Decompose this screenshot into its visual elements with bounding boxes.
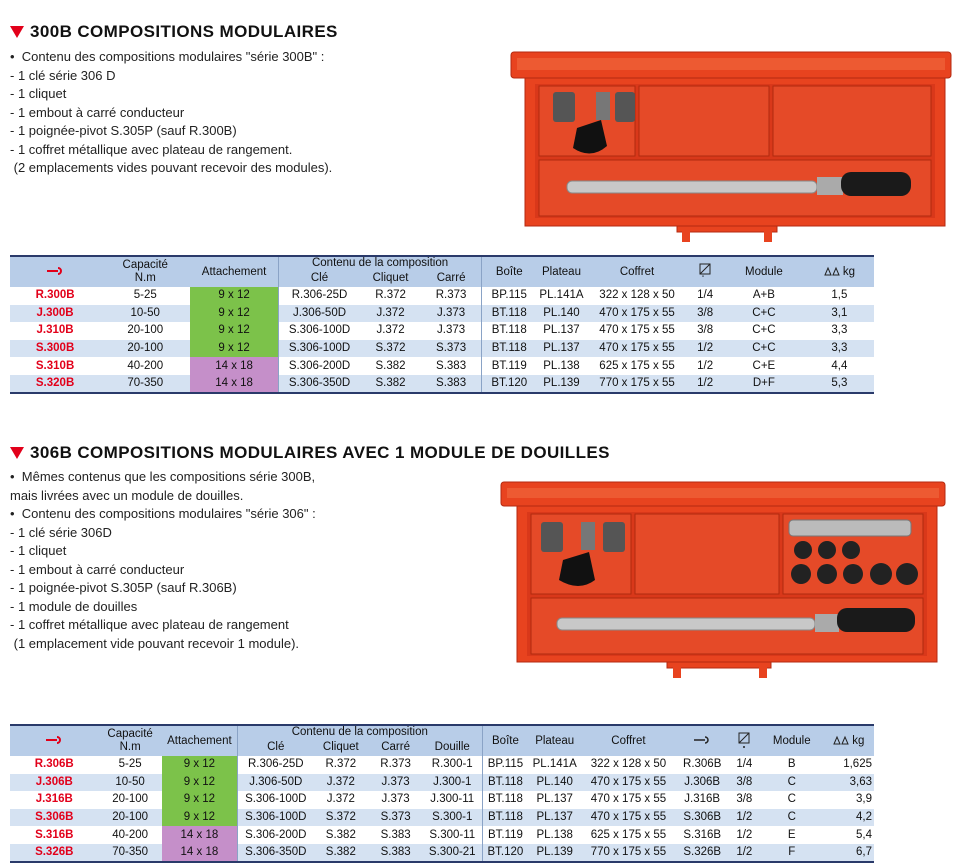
- description-line: - 1 coffret métallique avec plateau de rangement.: [10, 141, 293, 157]
- table-row: [10, 826, 874, 844]
- tray-cell: PL.140: [528, 774, 581, 792]
- weight-cell: 1,625: [823, 756, 874, 774]
- module-cell: C+C: [723, 305, 805, 323]
- section-306b-title: [10, 443, 610, 463]
- case-cell: 625 x 175 x 55: [581, 826, 676, 844]
- square-drive-header: [687, 256, 723, 287]
- square-drive-cell: 1/4: [729, 756, 761, 774]
- ratchet-cell: S.372: [313, 809, 368, 827]
- drive-cell: S.383: [368, 844, 423, 862]
- weight-icon: [824, 266, 840, 276]
- square-drive-icon: [699, 263, 711, 281]
- capacity-cell: 70-350: [99, 844, 162, 862]
- capacity-cell: 70-350: [100, 375, 190, 393]
- description-line: - 1 embout à carré conducteur: [10, 561, 185, 577]
- section-300b-description: [10, 48, 332, 178]
- wrench-cell: S.306-350D: [278, 375, 360, 393]
- tray-cell: PL.138: [528, 826, 581, 844]
- drive-cell: S.383: [368, 826, 423, 844]
- square-drive-cell: 3/8: [687, 305, 723, 323]
- ratchet-cell: S.382: [313, 844, 368, 862]
- table-row: [10, 756, 874, 774]
- case-cell: 770 x 175 x 55: [581, 844, 676, 862]
- socket-subheader: Douille: [423, 739, 482, 756]
- weight-cell: 3,3: [805, 340, 874, 358]
- ratchet-cell: S.382: [360, 375, 421, 393]
- module-cell: D+F: [723, 375, 805, 393]
- weight-cell: 5,4: [823, 826, 874, 844]
- reference-cell: S.300B: [10, 340, 100, 358]
- attachment-cell: 14 x 18: [190, 357, 278, 375]
- case-cell: 470 x 175 x 55: [581, 809, 676, 827]
- socket-cell: R.300-1: [423, 756, 482, 774]
- reference-cell: J.310B: [10, 322, 100, 340]
- drive-cell: S.373: [421, 340, 482, 358]
- ratchet-subheader: Cliquet: [313, 739, 368, 756]
- wrench-cell: S.306-200D: [278, 357, 360, 375]
- weight-header: kg: [805, 256, 874, 287]
- tray-cell: PL.141A: [528, 756, 581, 774]
- wrench-ref-icon: [46, 266, 64, 276]
- weight-cell: 4,2: [823, 809, 874, 827]
- weight-cell: 3,3: [805, 322, 874, 340]
- attachment-cell: 9 x 12: [162, 774, 238, 792]
- tray-header: Plateau: [528, 725, 581, 756]
- capacity-cell: 20-100: [99, 809, 162, 827]
- square-drive-cell: 1/2: [687, 375, 723, 393]
- case-cell: 470 x 175 x 55: [587, 340, 688, 358]
- case-cell: 470 x 175 x 55: [581, 774, 676, 792]
- box-cell: BT.118: [482, 340, 537, 358]
- module-cell: C+E: [723, 357, 805, 375]
- reference2-cell: J.316B: [676, 791, 729, 809]
- module-cell: C: [760, 809, 823, 827]
- box-cell: BP.115: [482, 756, 528, 774]
- square-drive-cell: 1/2: [729, 809, 761, 827]
- table-row: [10, 340, 874, 358]
- ref-column-header: [10, 256, 100, 287]
- attachment-cell: 14 x 18: [162, 844, 238, 862]
- capacity-cell: 20-100: [100, 322, 190, 340]
- description-line: - 1 clé série 306 D: [10, 67, 116, 83]
- attachment-header: Attachement: [162, 725, 238, 756]
- table-row: [10, 357, 874, 375]
- ratchet-cell: R.372: [313, 756, 368, 774]
- drive-subheader: Carré: [421, 270, 482, 287]
- ratchet-cell: J.372: [360, 305, 421, 323]
- table-row: [10, 305, 874, 323]
- section-300b: [10, 22, 338, 42]
- table-row: [10, 774, 874, 792]
- capacity-cell: 20-100: [100, 340, 190, 358]
- table-row: [10, 791, 874, 809]
- socket-cell: S.300-1: [423, 809, 482, 827]
- square-drive-header: [729, 725, 761, 756]
- tray-cell: PL.137: [536, 340, 586, 358]
- ratchet-cell: J.372: [313, 791, 368, 809]
- capacity-cell: 5-25: [100, 287, 190, 305]
- reference-cell: S.310B: [10, 357, 100, 375]
- socket-cell: S.300-11: [423, 826, 482, 844]
- ratchet-cell: J.372: [360, 322, 421, 340]
- case-header: Coffret: [581, 725, 676, 756]
- box-cell: BT.120: [482, 844, 528, 862]
- socket-cell: J.300-1: [423, 774, 482, 792]
- section-300b-title: [10, 22, 338, 42]
- wrench-cell: S.306-350D: [238, 844, 314, 862]
- drive-cell: S.383: [421, 375, 482, 393]
- description-line: - 1 poignée-pivot S.305P (sauf R.300B): [10, 123, 237, 138]
- capacity-header: Capacité N.m: [100, 256, 190, 287]
- box-header: Boîte: [482, 725, 528, 756]
- capacity-header: Capacité N.m: [99, 725, 162, 756]
- reference-cell: J.300B: [10, 305, 100, 323]
- description-line: • Contenu des compositions modulaires "série 306" :: [10, 506, 316, 521]
- square-drive-cell: 3/8: [729, 791, 761, 809]
- wrench-cell: R.306-25D: [278, 287, 360, 305]
- section-300b-title-text: 300B COMPOSITIONS MODULAIRES: [30, 22, 338, 41]
- attachment-header: Attachement: [190, 256, 278, 287]
- ratchet-cell: S.382: [360, 357, 421, 375]
- tray-cell: PL.141A: [536, 287, 586, 305]
- weight-header: kg: [823, 725, 874, 756]
- wrench-ref-icon: [45, 735, 63, 745]
- description-line: - 1 cliquet: [10, 86, 67, 101]
- box-cell: BT.120: [482, 375, 537, 393]
- box-cell: BT.118: [482, 305, 537, 323]
- weight-cell: 4,4: [805, 357, 874, 375]
- drive-cell: S.373: [368, 809, 423, 827]
- square-drive-cell: 1/2: [729, 844, 761, 862]
- reference2-cell: R.306B: [676, 756, 729, 774]
- tray-cell: PL.139: [528, 844, 581, 862]
- reference-cell: J.316B: [10, 791, 99, 809]
- wrench-cell: S.306-100D: [238, 791, 314, 809]
- module-cell: C+C: [723, 340, 805, 358]
- module-cell: C+C: [723, 322, 805, 340]
- description-line: - 1 cliquet: [10, 543, 67, 558]
- module-cell: F: [760, 844, 823, 862]
- drive-cell: J.373: [421, 305, 482, 323]
- weight-cell: 5,3: [805, 375, 874, 393]
- tray-header: Plateau: [536, 256, 586, 287]
- case-cell: 470 x 175 x 55: [587, 322, 688, 340]
- table-row: [10, 322, 874, 340]
- weight-icon: [833, 735, 849, 745]
- description-line: - 1 poignée-pivot S.305P (sauf R.306B): [10, 580, 237, 595]
- triangle-marker-icon: [10, 447, 24, 459]
- spec-table-306b: [10, 724, 874, 863]
- description-line: (2 emplacements vides pouvant recevoir des modules).: [10, 160, 333, 175]
- ratchet-cell: R.372: [360, 287, 421, 305]
- capacity-cell: 10-50: [99, 774, 162, 792]
- reference2-cell: J.306B: [676, 774, 729, 792]
- capacity-cell: 10-50: [100, 305, 190, 323]
- description-line: mais livrées avec un module de douilles.: [10, 487, 244, 503]
- attachment-cell: 14 x 18: [162, 826, 238, 844]
- module-cell: C: [760, 791, 823, 809]
- case-cell: 625 x 175 x 55: [587, 357, 688, 375]
- wrench-ref-icon: [693, 735, 711, 745]
- reference-cell: S.316B: [10, 826, 99, 844]
- reference-cell: S.326B: [10, 844, 99, 862]
- box-cell: BT.118: [482, 791, 528, 809]
- attachment-cell: 9 x 12: [190, 340, 278, 358]
- svg-text:": ": [702, 276, 705, 281]
- attachment-cell: 9 x 12: [162, 809, 238, 827]
- reference-cell: J.306B: [10, 774, 99, 792]
- wrench-subheader: Clé: [238, 739, 314, 756]
- socket-cell: J.300-11: [423, 791, 482, 809]
- description-line: - 1 module de douilles: [10, 598, 138, 614]
- capacity-cell: 20-100: [99, 791, 162, 809]
- ref-column-header: [10, 725, 99, 756]
- ratchet-cell: J.372: [313, 774, 368, 792]
- table-row: [10, 287, 874, 305]
- tray-cell: PL.137: [528, 809, 581, 827]
- weight-cell: 6,7: [823, 844, 874, 862]
- case-cell: 322 x 128 x 50: [587, 287, 688, 305]
- weight-cell: 3,1: [805, 305, 874, 323]
- reference-cell: S.320B: [10, 375, 100, 393]
- drive-cell: J.373: [368, 774, 423, 792]
- box-cell: BT.118: [482, 774, 528, 792]
- wrench-cell: J.306-50D: [238, 774, 314, 792]
- attachment-cell: 14 x 18: [190, 375, 278, 393]
- reference2-cell: S.326B: [676, 844, 729, 862]
- square-drive-cell: 3/8: [729, 774, 761, 792]
- description-line: • Mêmes contenus que les compositions série 300B,: [10, 469, 316, 484]
- description-line: (1 emplacement vide pouvant recevoir 1 module).: [10, 635, 300, 651]
- toolbox-300b-photo: [507, 50, 955, 246]
- attachment-cell: 9 x 12: [190, 287, 278, 305]
- triangle-marker-icon: [10, 26, 24, 38]
- case-cell: 322 x 128 x 50: [581, 756, 676, 774]
- module-cell: B: [760, 756, 823, 774]
- box-cell: BP.115: [482, 287, 537, 305]
- tray-cell: PL.138: [536, 357, 586, 375]
- table-row: [10, 375, 874, 393]
- capacity-cell: 5-25: [99, 756, 162, 774]
- wrench-subheader: Clé: [278, 270, 360, 287]
- drive-cell: S.383: [421, 357, 482, 375]
- square-drive-cell: 1/2: [687, 357, 723, 375]
- module-cell: E: [760, 826, 823, 844]
- drive-subheader: Carré: [368, 739, 423, 756]
- drive-cell: J.373: [368, 791, 423, 809]
- description-line: - 1 embout à carré conducteur: [10, 104, 185, 120]
- ratchet-cell: S.372: [360, 340, 421, 358]
- case-cell: 770 x 175 x 55: [587, 375, 688, 393]
- reference2-cell: S.306B: [676, 809, 729, 827]
- square-drive-cell: 1/4: [687, 287, 723, 305]
- reference-cell: S.306B: [10, 809, 99, 827]
- module-header: Module: [760, 725, 823, 756]
- description-line: - 1 coffret métallique avec plateau de rangement: [10, 617, 289, 632]
- toolbox-306b-photo: [497, 480, 949, 684]
- drive-cell: R.373: [368, 756, 423, 774]
- wrench-cell: S.306-100D: [278, 322, 360, 340]
- capacity-cell: 40-200: [99, 826, 162, 844]
- tray-cell: PL.137: [528, 791, 581, 809]
- wrench-cell: S.306-100D: [238, 809, 314, 827]
- wrench-cell: R.306-25D: [238, 756, 314, 774]
- section-306b: [10, 443, 610, 463]
- ratchet-subheader: Cliquet: [360, 270, 421, 287]
- weight-cell: 3,63: [823, 774, 874, 792]
- box-cell: BT.118: [482, 322, 537, 340]
- reference2-cell: S.316B: [676, 826, 729, 844]
- socket-cell: S.300-21: [423, 844, 482, 862]
- table-row: [10, 844, 874, 862]
- attachment-cell: 9 x 12: [190, 322, 278, 340]
- capacity-cell: 40-200: [100, 357, 190, 375]
- case-cell: 470 x 175 x 55: [581, 791, 676, 809]
- weight-cell: 1,5: [805, 287, 874, 305]
- description-line: • Contenu des compositions modulaires "série 300B" :: [10, 49, 325, 64]
- module-cell: A+B: [723, 287, 805, 305]
- box-header: Boîte: [482, 256, 537, 287]
- module-header: Module: [723, 256, 805, 287]
- section-306b-title-text: 306B COMPOSITIONS MODULAIRES AVEC 1 MODULE DE DOUILLES: [30, 443, 610, 462]
- square-drive-cell: 1/2: [687, 340, 723, 358]
- square-drive-cell: 3/8: [687, 322, 723, 340]
- section-306b-description: [10, 468, 316, 653]
- wrench-cell: S.306-200D: [238, 826, 314, 844]
- spec-table-300b: [10, 255, 874, 394]
- case-header: Coffret: [587, 256, 688, 287]
- box-cell: BT.118: [482, 809, 528, 827]
- reference-cell: R.306B: [10, 756, 99, 774]
- tray-cell: PL.139: [536, 375, 586, 393]
- attachment-cell: 9 x 12: [190, 305, 278, 323]
- tray-cell: PL.140: [536, 305, 586, 323]
- attachment-cell: 9 x 12: [162, 756, 238, 774]
- square-drive-icon: [738, 732, 750, 750]
- module-cell: C: [760, 774, 823, 792]
- composition-header: Contenu de la composition: [278, 256, 481, 270]
- ref2-header: [676, 725, 729, 756]
- description-line: - 1 clé série 306D: [10, 524, 112, 540]
- box-cell: BT.119: [482, 357, 537, 375]
- box-cell: BT.119: [482, 826, 528, 844]
- tray-cell: PL.137: [536, 322, 586, 340]
- attachment-cell: 9 x 12: [162, 791, 238, 809]
- ratchet-cell: S.382: [313, 826, 368, 844]
- case-cell: 470 x 175 x 55: [587, 305, 688, 323]
- square-drive-cell: 1/2: [729, 826, 761, 844]
- weight-cell: 3,9: [823, 791, 874, 809]
- table-row: [10, 809, 874, 827]
- drive-cell: J.373: [421, 322, 482, 340]
- composition-header: Contenu de la composition: [238, 725, 482, 739]
- reference-cell: R.300B: [10, 287, 100, 305]
- drive-cell: R.373: [421, 287, 482, 305]
- wrench-cell: J.306-50D: [278, 305, 360, 323]
- wrench-cell: S.306-100D: [278, 340, 360, 358]
